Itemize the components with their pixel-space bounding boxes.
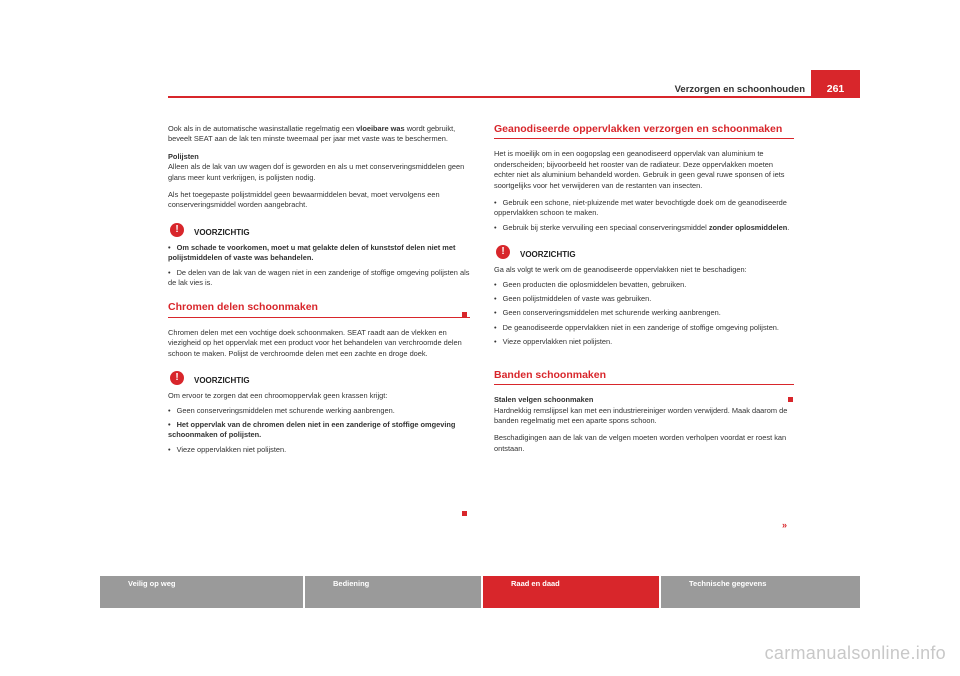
tab-tips[interactable]: Raad en daad xyxy=(483,576,659,608)
warning-icon: ! xyxy=(496,245,510,259)
polish-paragraph-2: Als het toegepaste polijstmiddel geen bewaarmiddelen bevat, moet vervolgens een conserveringsmiddel worden aangebracht. xyxy=(168,190,440,210)
watermark: carmanualsonline.info xyxy=(764,643,946,663)
list-item: • Om schade te voorkomen, moet u mat gelakte delen of kunststof delen niet met polijstmiddelen of vaste was behandelen. xyxy=(168,243,470,264)
warning-header: ! VOORZICHTIG xyxy=(494,245,794,259)
tyres-paragraph-1: Hardnekkig remslijpsel kan met een industriereiniger worden verwijderd. Maak daarom de banden regelmatig met een aparte spons schoon. xyxy=(494,405,788,425)
polish-title: Polijsten xyxy=(168,151,199,161)
continue-arrow-icon: » xyxy=(782,520,788,530)
warning-icon: ! xyxy=(170,371,184,385)
page-number: 261 xyxy=(811,70,860,98)
intro-paragraph: Ook als in de automatische wasinstallatie regelmatig een vloeibare was wordt gebruikt, beveelt SEAT aan de lak ten minste tweemaal per jaar met vaste was te beschermen. xyxy=(168,124,456,144)
footer-nav xyxy=(100,576,860,608)
tab-safety[interactable]: Veilig op weg xyxy=(100,576,303,608)
list-item: • De delen van de lak van de wagen niet in een zanderige of stoffige omgeving polijsten als de lak vies is. xyxy=(168,268,470,289)
page-title: Verzorgen en schoonhouden xyxy=(674,84,805,95)
warning-header: ! VOORZICHTIG xyxy=(168,223,470,237)
list-item: • Geen producten die oplosmiddelen bevatten, gebruiken. xyxy=(494,280,794,290)
list-item: • Gebruik bij sterke vervuiling een speciaal conserveringsmiddel zonder oplosmiddelen. xyxy=(494,223,794,233)
subsection-title: Stalen velgen schoonmaken xyxy=(494,395,594,405)
section-end-mark xyxy=(462,511,467,516)
warning-icon: ! xyxy=(170,223,184,237)
tyres-paragraph-2: Beschadigingen aan de lak van de velgen moeten worden verholpen voordat er roest kan ontstaan. xyxy=(494,433,787,453)
warning-intro: Om ervoor te zorgen dat een chroomoppervlak geen krassen krijgt: xyxy=(168,391,388,401)
chrome-paragraph: Chromen delen met een vochtige doek schoonmaken. SEAT raadt aan de vlekken en viezigheid op het oppervlak met een product voor het behandelen van verchroomde delen schoon te maken. Polijst de verchroomde delen met een zachte en droge doek. xyxy=(168,327,462,358)
list-item: • Het oppervlak van de chromen delen niet in een zanderige of stoffige omgeving schoonmaken of polijsten. xyxy=(168,420,470,441)
warning-intro: Ga als volgt te werk om de geanodiseerde oppervlakken niet te beschadigen: xyxy=(494,265,747,275)
list-item: • Geen conserveringsmiddelen met schurende werking aanbrengen. xyxy=(168,406,470,416)
section-end-mark xyxy=(788,397,793,402)
right-column xyxy=(494,124,794,461)
section-end-mark xyxy=(462,312,467,317)
tab-operation[interactable]: Bediening xyxy=(305,576,481,608)
warning-header: ! VOORZICHTIG xyxy=(168,371,470,385)
section-heading-anodised: Geanodiseerde oppervlakken verzorgen en schoonmaken xyxy=(494,124,794,139)
section-heading-tyres: Banden schoonmaken xyxy=(494,370,794,385)
anodised-paragraph: Het is moeilijk om in een oogopslag een geanodiseerd oppervlak van aluminium te onderscheiden; bijvoorbeeld het rooster van de radiateur. Deze oppervlakken moeten echter niet als aluminium behandeld worden. Gebruik in geen geval ruwe sponsen of iets soortgelijks voor het verwijderen van de restanten van insecten. xyxy=(494,149,785,190)
left-column xyxy=(168,124,470,462)
list-item: • Vieze oppervlakken niet polijsten. xyxy=(494,337,794,347)
list-item: • Geen polijstmiddelen of vaste was gebruiken. xyxy=(494,294,794,304)
polish-paragraph-1: Alleen als de lak van uw wagen dof is geworden en als u met conserveringsmiddelen geen glans meer kunt verkrijgen, is polijsten nodig. xyxy=(168,162,465,182)
list-item: • Geen conserveringsmiddelen met schurende werking aanbrengen. xyxy=(494,308,794,318)
list-item: • Vieze oppervlakken niet polijsten. xyxy=(168,445,470,455)
list-item: • Gebruik een schone, niet-pluizende met water bevochtigde doek om de geanodiseerde oppervlakken schoon te maken. xyxy=(494,198,794,219)
tab-technical-data[interactable]: Technische gegevens xyxy=(661,576,860,608)
section-heading-chrome: Chromen delen schoonmaken xyxy=(168,302,470,317)
list-item: • De geanodiseerde oppervlakken niet in een zanderige of stoffige omgeving polijsten. xyxy=(494,323,794,333)
header-rule xyxy=(168,96,860,98)
